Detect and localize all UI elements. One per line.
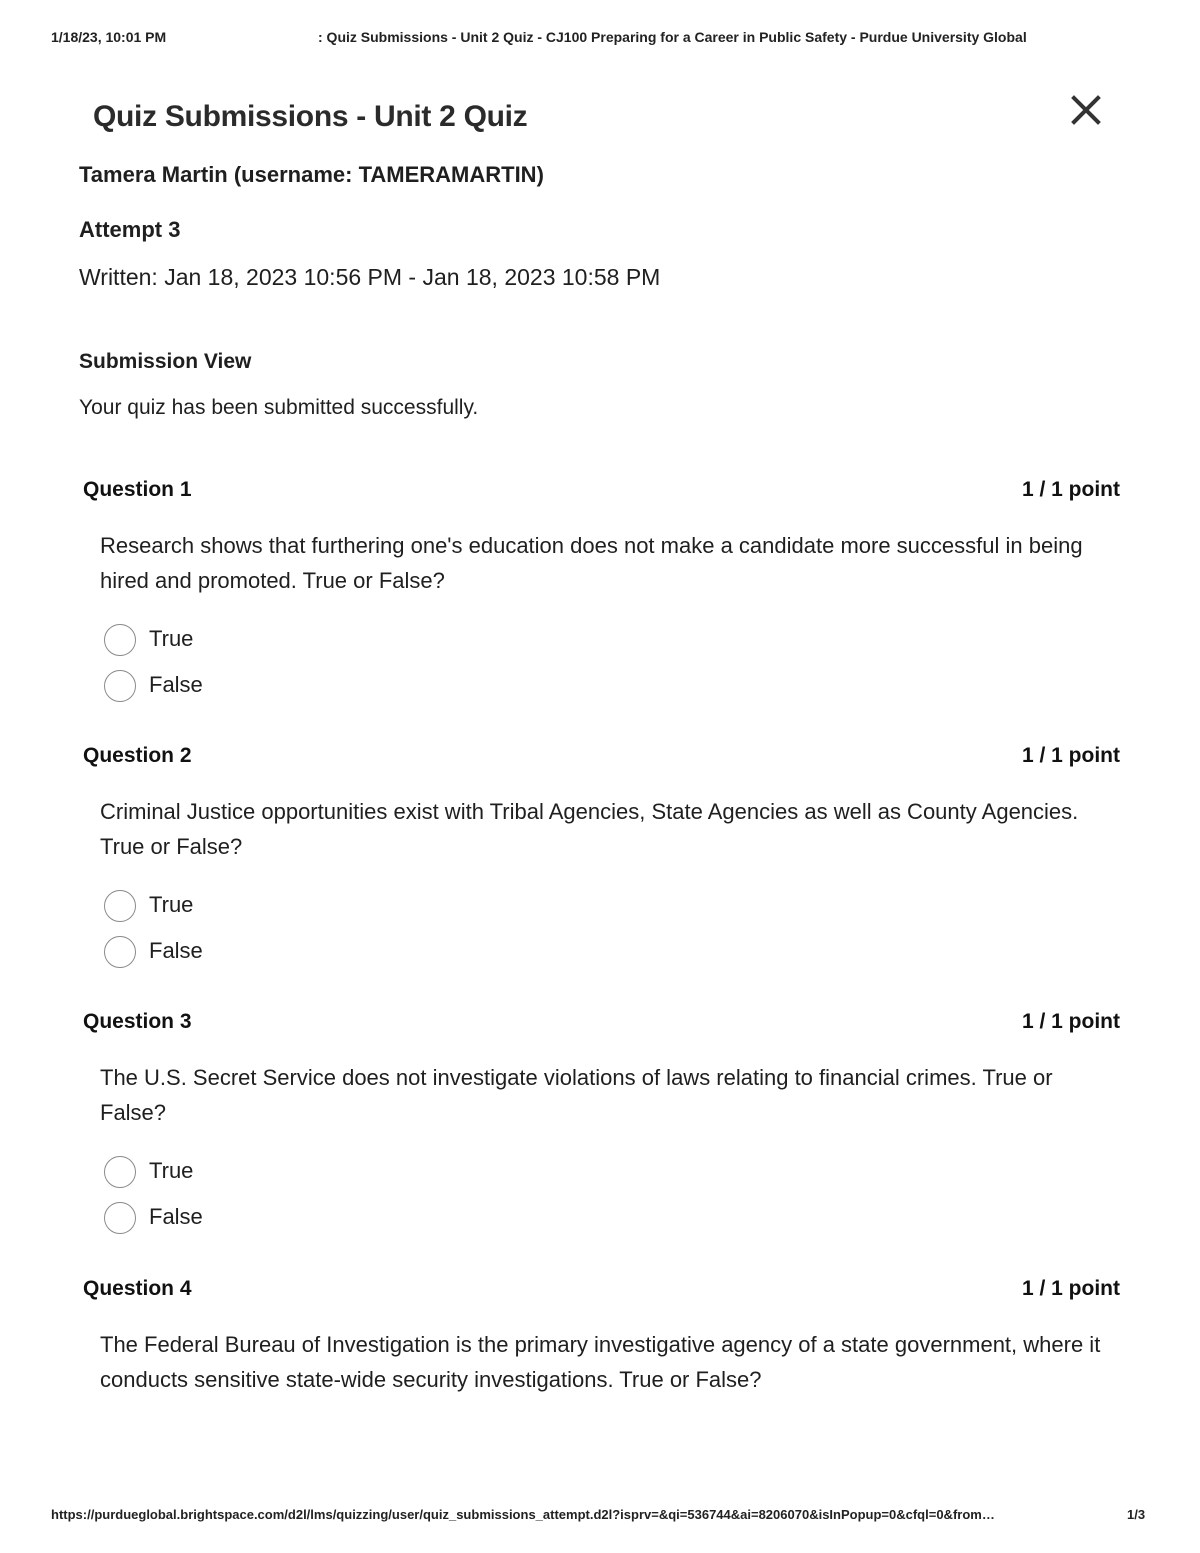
print-date: 1/18/23, 10:01 PM — [51, 29, 167, 45]
page-number: 1/3 — [1127, 1507, 1146, 1522]
question-title: Question 4 — [83, 1277, 192, 1300]
page-title: Quiz Submissions - Unit 2 Quiz — [93, 100, 528, 133]
question-2 — [83, 744, 1120, 982]
question-3 — [83, 1010, 1120, 1248]
question-text: The U.S. Secret Service does not investigate violations of laws relating to financial crimes. True or False? — [100, 1065, 1053, 1125]
question-points: 1 / 1 point — [1021, 1277, 1120, 1300]
answer-option-false[interactable] — [104, 936, 1120, 982]
option-label: False — [149, 1204, 203, 1229]
question-points: 1 / 1 point — [1021, 1010, 1120, 1033]
option-label: False — [149, 938, 203, 963]
close-button[interactable] — [1066, 90, 1106, 130]
question-title: Question 1 — [83, 478, 192, 501]
option-label: True — [149, 892, 194, 917]
option-label: True — [149, 1158, 194, 1183]
radio-button[interactable] — [104, 670, 136, 702]
option-label: True — [149, 626, 194, 651]
attempt-number: Attempt 3 — [79, 217, 181, 242]
question-points: 1 / 1 point — [1021, 478, 1120, 501]
student-name: Tamera Martin (username: TAMERAMARTIN) — [79, 162, 544, 187]
submission-view-heading: Submission View — [79, 350, 252, 373]
print-header — [0, 29, 1200, 49]
question-text: Criminal Justice opportunities exist with Tribal Agencies, State Agencies as well as County Agencies. True or False? — [100, 799, 1079, 859]
submission-success-message: Your quiz has been submitted successfully. — [79, 396, 479, 419]
radio-button[interactable] — [104, 936, 136, 968]
question-4 — [83, 1277, 1120, 1397]
question-title: Question 3 — [83, 1010, 192, 1033]
radio-button[interactable] — [104, 1156, 136, 1188]
question-text: The Federal Bureau of Investigation is the primary investigative agency of a state government, where it conducts sensitive state-wide security investigations. True or False? — [100, 1332, 1101, 1392]
radio-button[interactable] — [104, 624, 136, 656]
print-url: https://purdueglobal.brightspace.com/d2l/lms/quizzing/user/quiz_submissions_attempt.d2l?isprv=&qi=536744&ai=8206070&isInPopup=0&cfql=0&from… — [51, 1507, 995, 1522]
radio-button[interactable] — [104, 890, 136, 922]
radio-button[interactable] — [104, 1202, 136, 1234]
print-page-title: : Quiz Submissions - Unit 2 Quiz - CJ100 Preparing for a Career in Public Safety - Purdue University Global — [318, 29, 1027, 45]
close-x-icon — [1066, 90, 1106, 130]
print-footer — [0, 1507, 1200, 1527]
option-label: False — [149, 672, 203, 697]
question-points: 1 / 1 point — [1021, 744, 1120, 767]
answer-option-true[interactable] — [104, 624, 1120, 670]
answer-option-true[interactable] — [104, 1156, 1120, 1202]
answer-option-false[interactable] — [104, 670, 1120, 716]
answer-option-true[interactable] — [104, 890, 1120, 936]
question-title: Question 2 — [83, 744, 192, 767]
question-1 — [83, 478, 1120, 716]
written-timestamp: Written: Jan 18, 2023 10:56 PM - Jan 18, 2023 10:58 PM — [79, 264, 661, 290]
question-text: Research shows that furthering one's education does not make a candidate more successful in being hired and promoted. True or False? — [100, 533, 1083, 593]
answer-option-false[interactable] — [104, 1202, 1120, 1248]
